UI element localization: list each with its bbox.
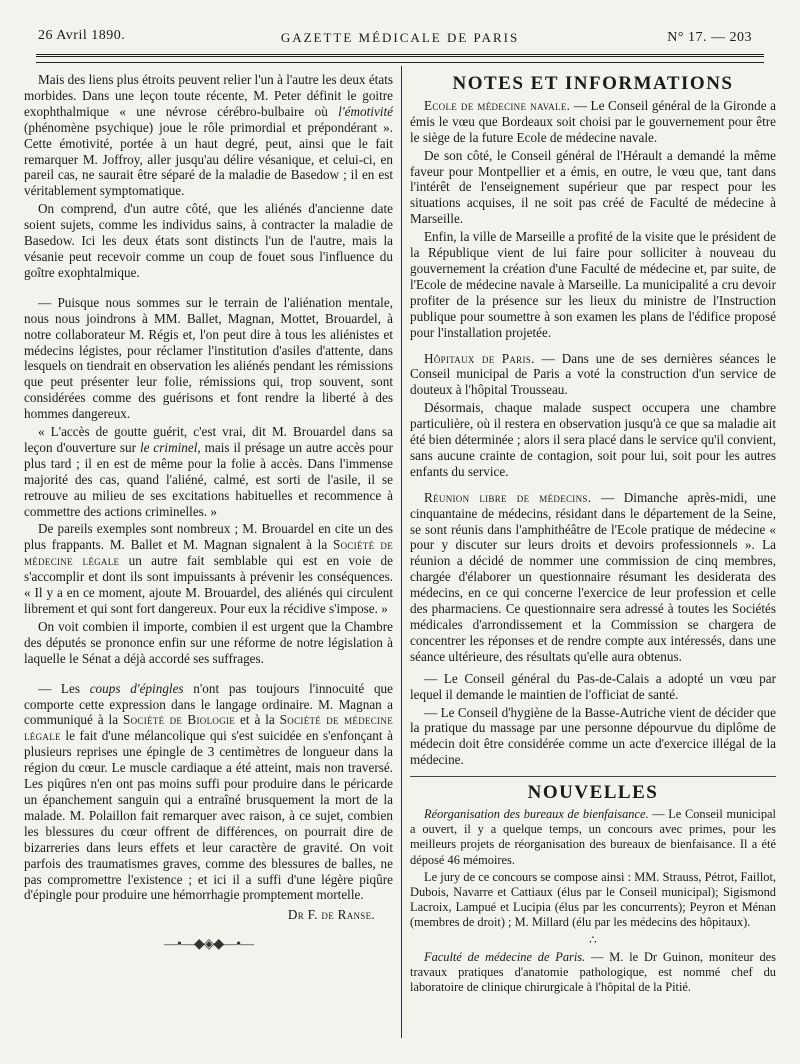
text: Mais des liens plus étroits peuvent relier l'un à l'autre les deux états morbides. Dans une leçon toute récente, M. Peter définit le goitre exophthalmique « une névrose cérébro-bulbaire où bbox=[24, 72, 393, 119]
text: — Les bbox=[38, 680, 90, 696]
paragraph bbox=[24, 424, 393, 519]
right-column bbox=[410, 72, 776, 998]
issue-date: 26 Avril 1890. bbox=[38, 28, 126, 43]
paragraph: Le jury de ce concours se compose ainsi : MM. Strauss, Pétrot, Faillot, Dubois, Navarre et Cattiaux (élus par le Conseil municipal); Sigismond Lacroix, Lampué et Lucipia (élus par les concurrents); Peyron et Ménan (membres de droit) ; M. Millard (élu par les médecins des hôpitaux). bbox=[410, 869, 776, 930]
paragraph: — Puisque nous sommes sur le terrain de l'aliénation mentale, nous nous joindrons à MM. Ballet, Magnan, Mottet, Brouardel, à notre collaborateur M. Régis et, l'on peut dire à tous les aliénistes et médecins légistes, pour réclamer l'institution d'asiles d'attente, dans lesquels on tiendrait en observation les aliénés pendant les rémissions que peut présenter leur folie, rémissions qui, trop souvent, sont considérées comme des guérisons et font rendre la liberté à des hommes dangereux. bbox=[24, 294, 393, 422]
paragraph bbox=[24, 681, 393, 904]
society-name: Société de médecine légale bbox=[24, 537, 393, 569]
paragraph: Désormais, chaque malade suspect occupera une chambre particulière, où il restera en observation jusqu'à ce que sa maladie ait été bien déterminée ; alors il sera placé dans le service qu'il convient, sans aucune crainte de contagion, soit pour lui, soit pour les autres enfants du service. bbox=[410, 400, 776, 479]
society-name: Société de Biologie bbox=[122, 712, 236, 728]
header-rule bbox=[36, 54, 764, 57]
text: le fait d'une mélancolique qui s'est suicidée en s'enfonçant à plusieurs reprises une épingle de 3 centimètres de longueur dans la région du cœur. Le muscle cardiaque a été atteint, mais non traversé. Les piqûres n'en ont pas moins suffi pour produire dans le péricarde un épanchement sanguin qui a entraîné brusquement la mort de la malade. M. Polaillon fait remarquer avec raison, à ce sujet, combien les blessures du cœur offrent de différences, on pourrait dire de bizarreries dans leurs effets et leur caractère de gravité. On voit parfois des traumatismes graves, comme des blessures de balles, ne pas compromettre l'existence ; et ici il a suffi d'une légère piqûre d'épingle pour produire une hémorrhagie promptement mortelle. bbox=[24, 728, 393, 903]
paragraph: On voit combien il importe, combien il est urgent que la Chambre des députés se prononce enfin sur une réforme de notre législation à laquelle le Sénat a déjà accordé ses suffrages. bbox=[24, 618, 393, 666]
rubric: Ecole de médecine navale. bbox=[424, 97, 571, 113]
text: — Dimanche après-midi, une cinquantaine de médecins, résidant dans le département de la Seine, se sont réunis dans l'amphithéâtre de l'Ecole pratique de médecine « pour y discuter sur leurs droits et devoirs professionnels ». La réunion a décidé de nommer une commission de cinq membres, chargée d'élaborer un questionnaire résumant les desiderata des médecins, en ce qui concerne l'exercice de leur profession et celle des pharmaciens. Ce questionnaire sera adressé à toutes les Sociétés médicales d'arrondissement et la Commission se chargera de concentrer les réponses et de rendre compte aux intéressés, dans une séance ultérieure, des résultats qu'elle aura obtenus. bbox=[410, 489, 776, 664]
paragraph bbox=[24, 72, 393, 199]
text: — Le Conseil général de la Gironde a émis le vœu que Bordeaux soit choisi par le gouvernement pour être le siège de la future Ecole de médecine navale. bbox=[410, 97, 776, 145]
text: un autre fait semblable qui est en voie de s'accomplir et dont ils sont impuissants à prévenir les conséquences. « Il y a en ce moment, ajoute M. Brouardel, des aliénés qui circulent librement et qui sont fort dangereux. Pour eux la récidive s'impose. » bbox=[24, 553, 394, 616]
signature: Dr F. de Ranse. bbox=[287, 907, 375, 923]
paragraph: On comprend, d'un autre côté, que les aliénés d'ancienne date soient sujets, comme les individus sains, à contracter la maladie de Basedow. Ici les deux états sont distincts l'un de l'autre, mais la vésanie peut recevoir comme un coup de fouet sous l'influence du goître exophtalmique. bbox=[24, 201, 393, 280]
section-title-notes: NOTES ET INFORMATIONS bbox=[452, 73, 734, 94]
paragraph: — Le Conseil d'hygiène de la Basse-Autriche vient de décider que la pratique du massage par une personne dépourvue du diplôme de médecin doit être considérée comme un acte d'exercice illégal de la médecine. bbox=[410, 704, 776, 768]
paragraph: — Le Conseil général du Pas-de-Calais a adopté un vœu par lequel il demande le maintien de l'officiat de santé. bbox=[410, 670, 776, 702]
page-number: N° 17. — 203 bbox=[667, 30, 752, 45]
ornament-divider: —•—◆◈◆—•— bbox=[163, 937, 254, 953]
paragraph: Enfin, la ville de Marseille a profité de la visite que le président de la République vient de lui faire pour solliciter à nouveau du gouvernement la création d'une Faculté de médecine et, par suite, de l'Ecole de médecine navale à Marseille. La municipalité a cru devoir profiter de la présence sur les lieux du ministre de l'Instruction publique pour soumettre à son examen les plans de l'édifice proposé pour l'installation projetée. bbox=[410, 229, 776, 340]
nouvelles-block bbox=[410, 807, 776, 995]
paragraph bbox=[410, 950, 776, 996]
text: De pareils exemples sont nombreux ; M. Brouardel en cite un des plus frappants. M. Ballet et M. Magnan signalent à la bbox=[24, 521, 393, 553]
paragraph bbox=[24, 521, 393, 616]
text: (phénomène psychique) joue le rôle primordial et prépondérant ». Cette émotivité, portée à un haut degré, peut, ainsi que le fait remarquer M. Joffroy, aller jusqu'au délire vésanique, et celui-ci, en pareil cas, ne saurait être séparé de la maladie de Basedow ; il en est véritablement symptomatique. bbox=[24, 119, 393, 199]
journal-title: GAZETTE MÉDICALE DE PARIS bbox=[280, 30, 520, 45]
text: , mais il présage un autre accès pour plus tard ; il en est de même pour la folie à accès. Dans l'immense majorité des cas, quand l'aliéné, calmé, est sorti de l'asile, il se retrouve au milieu de ses excitations habituelles et recommence à commettre des actions criminelles. » bbox=[24, 439, 393, 519]
paragraph bbox=[410, 98, 776, 146]
paragraph bbox=[410, 807, 776, 868]
header-rule-thin bbox=[36, 62, 764, 63]
text: « L'accès de goutte guérit, c'est vrai, dit M. Brouardel dans sa leçon d'ouverture sur bbox=[24, 424, 393, 455]
left-column bbox=[24, 72, 393, 953]
paragraph bbox=[410, 351, 776, 399]
dots-separator: ∴ bbox=[589, 932, 597, 947]
text: — M. le Dr Guinon, moniteur des travaux pratiques d'anatomie pathologique, est nommé chef du laboratoire de clinique chirurgicale à l'hôpital de la Pitié. bbox=[410, 949, 776, 995]
paragraph: De son côté, le Conseil général de l'Hérault a demandé la même faveur pour Montpellier et a émis, en outre, le vœu que, tant dans l'intérêt de l'enseignement supérieur que par respect pour les situations acquises, il ne soit pas créé de Faculté de médecine à Marseille. bbox=[410, 147, 776, 227]
text: — Dans une de ses dernières séances le Conseil municipal de Paris a voté la construction d'un service de douteux à l'hôpital Trousseau. bbox=[410, 350, 776, 398]
page-header bbox=[38, 26, 762, 50]
emphasis: le criminel bbox=[139, 439, 198, 455]
text: — Le Conseil municipal a ouvert, il y a quelque temps, un concours avec primes, pour les meilleurs projets de réorganisation des bureaux de bienfaisance. Il a été déposé 46 mémoires. bbox=[410, 807, 776, 867]
emphasis: coups d'épingles bbox=[89, 680, 184, 696]
column-divider bbox=[401, 66, 402, 1038]
society-name: Société de médecine légale bbox=[24, 712, 393, 744]
section-title-nouvelles: NOUVELLES bbox=[527, 782, 659, 804]
rubric: Faculté de médecine de Paris. bbox=[424, 949, 586, 964]
emphasis: l'émotivité bbox=[338, 103, 393, 119]
section-separator bbox=[410, 776, 776, 777]
paragraph bbox=[410, 490, 776, 665]
rubric: Hôpitaux de Paris. bbox=[424, 350, 535, 366]
rubric: Réorganisation des bureaux de bienfaisance. bbox=[424, 807, 649, 822]
text: n'ont pas toujours l'innocuité que comporte cette expression dans le langage ordinaire. M. Magnan a communiqué à la bbox=[24, 680, 393, 728]
text: et à la bbox=[235, 712, 280, 728]
rubric: Réunion libre de médecins. bbox=[424, 489, 592, 505]
